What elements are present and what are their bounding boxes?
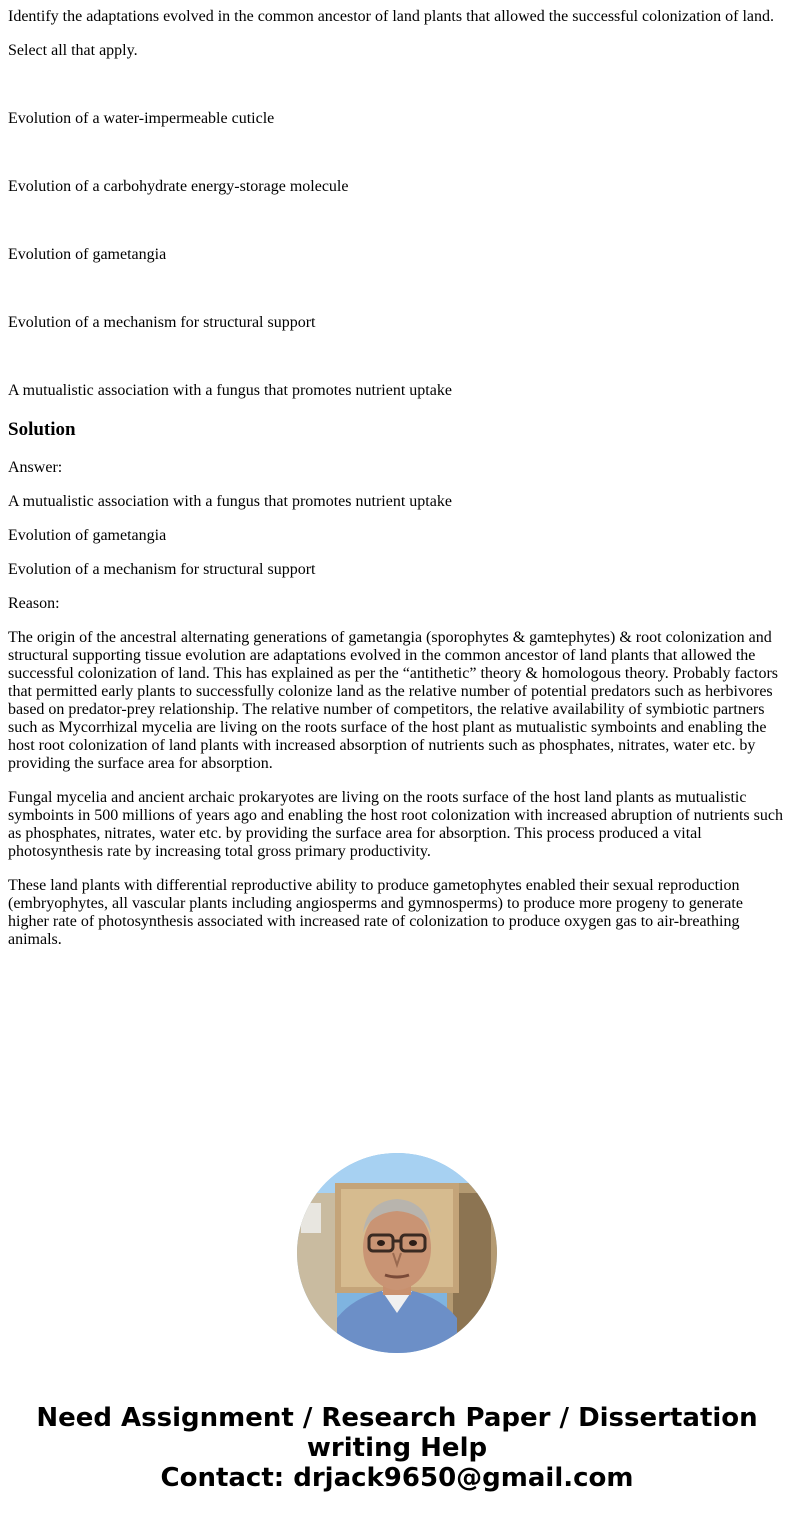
reason-paragraph: Fungal mycelia and ancient archaic prokaryotes are living on the roots surface of the host land plants as mutualistic symboints in 500 millions of years ago and enabling the host root colonization with increased abruption of nutrients such as phosphates, nitrates, water etc. by providing the surface area for absorption. This process produced a vital photosynthesis rate by increasing total gross primary productivity.	[8, 789, 783, 860]
footer-line: Need Assignment / Research Paper / Dissertation	[36, 1403, 758, 1433]
question-title: Identify the adaptations evolved in the common ancestor of land plants that allowed the successful colonization of land.	[8, 8, 774, 25]
reason-paragraph: These land plants with differential reproductive ability to produce gametophytes enabled their sexual reproduction (embryophytes, all vascular plants including angiosperms and gymnosperms) to produce more progeny to generate higher rate of photosynthesis associated with increased rate of colonization to produce oxygen gas to air-breathing animals.	[8, 877, 743, 948]
answer-label: Answer:	[8, 459, 63, 476]
answer-item: Evolution of a mechanism for structural support	[8, 561, 316, 578]
answer-item: A mutualistic association with a fungus that promotes nutrient uptake	[8, 493, 452, 510]
author-portrait-image	[297, 1153, 497, 1353]
question-instruction: Select all that apply.	[8, 42, 138, 59]
footer-contact: Contact: drjack9650@gmail.com	[160, 1463, 634, 1493]
option-item: Evolution of a carbohydrate energy-storage molecule	[8, 178, 349, 195]
option-item: A mutualistic association with a fungus that promotes nutrient uptake	[8, 382, 452, 399]
option-item: Evolution of a water-impermeable cuticle	[8, 110, 275, 127]
reason-paragraph: The origin of the ancestral alternating generations of gametangia (sporophytes & gamtephytes) & root colonization and structural supporting tissue evolution are adaptations evolved in the common ancestor of land plants that allowed the successful colonization of land. This has explained as per the “antithetic” theory & homologous theory. Probably factors that permitted early plants to successfully colonize land as the relative number of potential predators such as herbivores based on predator-prey relationship. The relative number of competitors, the relative availability of symbiotic partners such as Mycorrhizal mycelia are living on the roots surface of the host plant as mutualistic symboints and enabling the host root colonization of land plants with increased absorption of nutrients such as phosphates, nitrates, water etc. by providing the surface area for absorption.	[8, 629, 779, 772]
footer-line: writing Help	[306, 1433, 488, 1463]
option-item: Evolution of a mechanism for structural support	[8, 314, 316, 331]
author-photo	[297, 1153, 497, 1353]
option-item: Evolution of gametangia	[8, 246, 167, 263]
answer-item: Evolution of gametangia	[8, 527, 167, 544]
solution-heading: Solution	[8, 419, 76, 440]
footer-banner	[0, 1403, 794, 1493]
reason-label: Reason:	[8, 595, 60, 612]
